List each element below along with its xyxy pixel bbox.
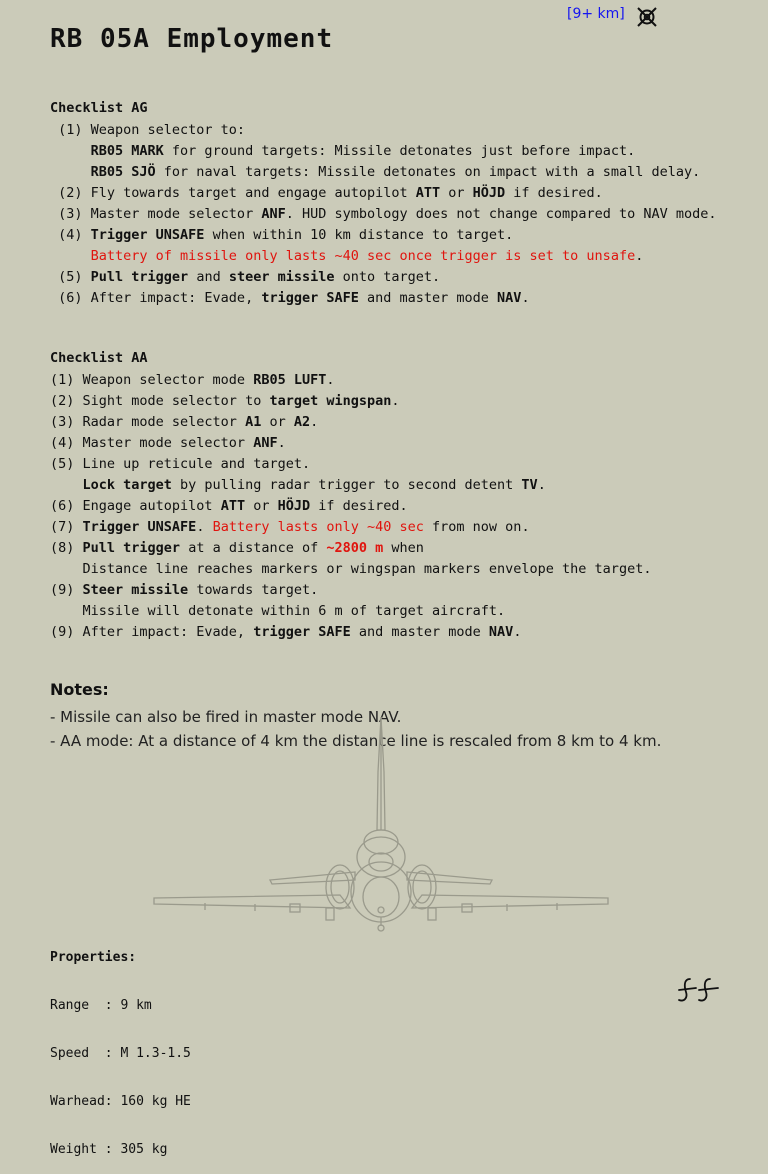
- checklist-ag-line: [50, 121, 245, 139]
- checklist-ag-line-segment: ATT: [415, 185, 441, 201]
- checklist-aa-line-segment: [50, 477, 83, 493]
- checklist-aa-line-segment: A2: [293, 414, 311, 430]
- checklist-aa-line: [50, 455, 310, 473]
- range-badge: [9+ km]: [567, 6, 625, 22]
- property-speed: Speed : M 1.3-1.5: [50, 1046, 191, 1061]
- checklist-ag-line-segment: Pull trigger: [90, 269, 189, 285]
- checklist-aa-heading: Checklist AA: [50, 350, 148, 366]
- properties-block: [50, 918, 191, 1174]
- checklist-aa-line-segment: Steer missile: [82, 582, 189, 598]
- checklist-ag-line: [50, 226, 513, 244]
- checklist-aa-line-segment: Missile will detonate within 6 m of target aircraft.: [50, 603, 506, 619]
- checklist-ag-line-segment: Battery of missile only lasts ~40 sec once trigger is set to unsafe: [90, 248, 636, 264]
- checklist-ag-line-segment: (6) After impact: Evade,: [50, 290, 262, 306]
- checklist-ag-line: [50, 205, 717, 223]
- checklist-ag-line-segment: (2) Fly towards target and engage autopilot: [50, 185, 416, 201]
- checklist-aa-line: [50, 539, 424, 557]
- checklist-aa-line: [50, 623, 521, 641]
- checklist-aa-line-segment: TV: [521, 477, 538, 493]
- checklist-ag-line-segment: for naval targets: Missile detonates on impact with a small delay.: [155, 164, 701, 180]
- checklist-ag-line-segment: when within 10 km distance to target.: [204, 227, 514, 243]
- properties-heading: Properties:: [50, 950, 137, 965]
- checklist-aa-line: [50, 602, 505, 620]
- checklist-aa-line-segment: NAV: [488, 624, 514, 640]
- checklist-ag-line-segment: steer missile: [228, 269, 335, 285]
- checklist-ag-line-segment: and master mode: [358, 290, 498, 306]
- checklist-ag-line-segment: for ground targets: Missile detonates just before impact.: [163, 143, 636, 159]
- checklist-aa-line: [50, 497, 408, 515]
- checklist-aa-line-segment: ANF: [253, 435, 278, 451]
- checklist-aa-line-segment: .: [391, 393, 400, 409]
- checklist-aa-line-segment: (8): [50, 540, 83, 556]
- note-item: - AA mode: At a distance of 4 km the distance line is rescaled from 8 km to 4 km.: [50, 732, 662, 750]
- checklist-ag-line-segment: and: [188, 269, 229, 285]
- checklist-aa-line-segment: (9): [50, 582, 83, 598]
- checklist-ag-line-segment: onto target.: [334, 269, 441, 285]
- checklist-aa-line-segment: .: [277, 435, 286, 451]
- notes-heading: Notes:: [50, 680, 109, 699]
- checklist-aa-line-segment: towards target.: [188, 582, 319, 598]
- checklist-ag-line-segment: (1) Weapon selector to:: [50, 122, 246, 138]
- checklist-ag-line: [50, 289, 530, 307]
- note-item: - Missile can also be fired in master mode NAV.: [50, 708, 402, 726]
- checklist-aa-line-segment: (3) Radar mode selector: [50, 414, 246, 430]
- checklist-ag-line-segment: [50, 164, 91, 180]
- checklist-aa-line-segment: at a distance of: [180, 540, 327, 556]
- checklist-ag-heading: Checklist AG: [50, 100, 148, 116]
- checklist-ag-line-segment: RB05 MARK: [90, 143, 164, 159]
- checklist-aa-line-segment: or: [261, 414, 294, 430]
- checklist-ag-line-segment: (5): [50, 269, 91, 285]
- checklist-aa-line: [50, 476, 546, 494]
- checklist-aa-line-segment: (5) Line up reticule and target.: [50, 456, 311, 472]
- checklist-aa-line-segment: (4) Master mode selector: [50, 435, 254, 451]
- checklist-aa-line-segment: if desired.: [310, 498, 408, 514]
- checklist-aa-line: [50, 434, 286, 452]
- checklist-aa-line-segment: and master mode: [350, 624, 489, 640]
- aircraft-front-view-illustration: [150, 712, 612, 934]
- ff-signature-logo-icon: [676, 976, 724, 1004]
- checklist-ag-line-segment: RB05 SJÖ: [90, 164, 156, 180]
- checklist-aa-line: [50, 413, 318, 431]
- checklist-ag-line-segment: trigger SAFE: [261, 290, 359, 306]
- checklist-aa-line-segment: .: [310, 414, 319, 430]
- checklist-aa-line-segment: (7): [50, 519, 83, 535]
- checklist-aa-line-segment: or: [245, 498, 278, 514]
- checklist-ag-line-segment: [50, 143, 91, 159]
- checklist-ag-line-segment: HÖJD: [472, 185, 506, 201]
- page-title: RB 05A Employment: [50, 24, 334, 54]
- checklist-ag-line-segment: (3) Master mode selector: [50, 206, 262, 222]
- checklist-aa-line-segment: Battery lasts only ~40 sec: [212, 519, 424, 535]
- checklist-aa-line-segment: ~2800 m: [326, 540, 384, 556]
- checklist-ag-line: [50, 184, 603, 202]
- checklist-aa-line: [50, 392, 400, 410]
- checklist-aa-line-segment: from now on.: [423, 519, 530, 535]
- checklist-aa-line-segment: RB05 LUFT: [253, 372, 327, 388]
- checklist-ag-line: [50, 247, 643, 265]
- checklist-ag-line: [50, 163, 700, 181]
- checklist-aa-line-segment: trigger SAFE: [253, 624, 351, 640]
- checklist-aa-line: [50, 581, 318, 599]
- checklist-aa-line-segment: when: [383, 540, 424, 556]
- checklist-ag-line-segment: or: [440, 185, 473, 201]
- checklist-ag-line: [50, 142, 635, 160]
- crosshair-settings-icon[interactable]: [636, 6, 658, 28]
- checklist-aa-line-segment: by pulling radar trigger to second detent: [171, 477, 522, 493]
- property-warhead: Warhead: 160 kg HE: [50, 1094, 191, 1109]
- checklist-aa-line-segment: .: [537, 477, 546, 493]
- checklist-aa-line-segment: (6) Engage autopilot: [50, 498, 221, 514]
- checklist-ag-line-segment: Trigger UNSAFE: [90, 227, 205, 243]
- checklist-ag-line-segment: if desired.: [505, 185, 603, 201]
- checklist-aa-line: [50, 518, 530, 536]
- checklist-ag-line-segment: [50, 248, 91, 264]
- checklist-ag-line-segment: .: [521, 290, 530, 306]
- checklist-aa-line: [50, 560, 651, 578]
- checklist-ag-line-segment: .: [635, 248, 644, 264]
- checklist-aa-line-segment: HÖJD: [277, 498, 311, 514]
- checklist-ag-line-segment: ANF: [261, 206, 286, 222]
- checklist-aa-line-segment: .: [196, 519, 213, 535]
- checklist-ag-line-segment: . HUD symbology does not change compared to NAV mode.: [285, 206, 717, 222]
- checklist-ag-line-segment: NAV: [497, 290, 522, 306]
- checklist-aa-line-segment: .: [513, 624, 522, 640]
- checklist-ag-line: [50, 268, 440, 286]
- checklist-aa-line-segment: Pull trigger: [82, 540, 181, 556]
- property-weight: Weight : 305 kg: [50, 1142, 168, 1157]
- checklist-aa-line-segment: (2) Sight mode selector to: [50, 393, 270, 409]
- checklist-aa-line-segment: Distance line reaches markers or wingspan markers envelope the target.: [50, 561, 652, 577]
- property-range: Range : 9 km: [50, 998, 152, 1013]
- checklist-aa-line-segment: target wingspan: [269, 393, 392, 409]
- checklist-aa-line-segment: Lock target: [82, 477, 172, 493]
- checklist-aa-line-segment: (1) Weapon selector mode: [50, 372, 254, 388]
- checklist-aa-line-segment: (9) After impact: Evade,: [50, 624, 254, 640]
- checklist-aa-line-segment: ATT: [220, 498, 246, 514]
- checklist-ag-line-segment: (4): [50, 227, 91, 243]
- checklist-aa-line: [50, 371, 335, 389]
- checklist-aa-line-segment: A1: [245, 414, 262, 430]
- checklist-aa-line-segment: .: [326, 372, 335, 388]
- checklist-aa-line-segment: Trigger UNSAFE: [82, 519, 197, 535]
